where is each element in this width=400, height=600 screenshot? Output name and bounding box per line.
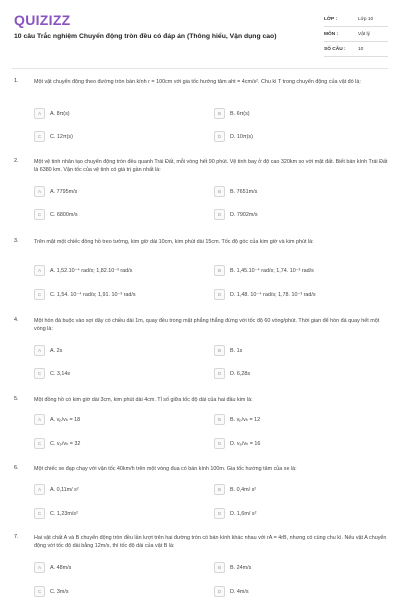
option-letter-badge: D xyxy=(214,438,225,449)
option-text: D. 7902m/s xyxy=(230,211,258,218)
option-letter-badge: B xyxy=(214,562,225,573)
answer-option-a[interactable] xyxy=(34,265,209,276)
question-number: 1. xyxy=(14,78,19,84)
option-text: D. 6,28s xyxy=(230,370,251,377)
option-letter-badge: A xyxy=(34,265,45,276)
answer-option-a[interactable] xyxy=(34,108,209,119)
answer-option-d[interactable] xyxy=(214,438,389,449)
quiz-meta-box xyxy=(324,12,388,57)
answer-option-d[interactable] xyxy=(214,209,389,220)
option-text: C. 12π(s) xyxy=(50,133,73,140)
answer-option-a[interactable] xyxy=(34,345,209,356)
option-letter-badge: B xyxy=(214,345,225,356)
option-text: A. 1,52.10⁻⁴ rad/s; 1,82.10⁻³ rad/s xyxy=(50,267,133,274)
option-text: C. vₚ/vₕ = 32 xyxy=(50,440,81,447)
answer-option-a[interactable] xyxy=(34,414,209,425)
question-text: Một vệ tinh nhân tạo chuyển động tròn đều quanh Trái Đất, mỗi vòng hết 90 phút. Vệ tinh bay ở độ cao 320km so với mặt đất. Biết bán kính Trái Đất là 6380 km. Vận tốc của vệ tinh có giá trị gần nhất là: xyxy=(34,159,388,174)
option-letter-badge: C xyxy=(34,508,45,519)
meta-value: Lớp 10 xyxy=(358,16,374,22)
question-text: Trên mặt một chiếc đồng hồ treo tường, kim giờ dài 10cm, kim phút dài 15cm. Tốc độ góc của kim giờ và kim phút là: xyxy=(34,239,314,245)
answer-option-d[interactable] xyxy=(214,586,389,597)
quizizz-logo: QUIZIZZ xyxy=(14,12,71,28)
option-text: B. 7651m/s xyxy=(230,188,258,195)
option-text: A. 8π(s) xyxy=(50,110,70,117)
option-letter-badge: C xyxy=(34,131,45,142)
option-text: D. 4m/s xyxy=(230,588,249,595)
question-number: 5. xyxy=(14,396,19,402)
answer-option-c[interactable] xyxy=(34,209,209,220)
option-text: C. 1,54. 10⁻⁴ rad/s; 1,91. 10⁻³ rad/s xyxy=(50,291,136,298)
question-text: Một chiếc xe đạp chạy với vận tốc 40km/h trên một vòng đua có bán kính 100m. Gia tốc hướng tâm của xe là: xyxy=(34,466,297,472)
option-text: B. 1,45.10⁻⁴ rad/s; 1,74. 10⁻³ rad/s xyxy=(230,267,314,274)
answer-option-c[interactable] xyxy=(34,131,209,142)
answer-option-d[interactable] xyxy=(214,289,389,300)
answer-option-d[interactable] xyxy=(214,508,389,519)
option-letter-badge: D xyxy=(214,209,225,220)
answer-option-a[interactable] xyxy=(34,484,209,495)
option-text: B. 24m/s xyxy=(230,564,252,571)
meta-label: LỚP : xyxy=(324,16,338,22)
question-text: Hai vật chất A và B chuyển động tròn đều lần lượt trên hai đường tròn có bán kính khác nhau với rA = 4rB, nhưng có cùng chu kì. Nếu vật A chuyển động với tốc độ dài bằng 12m/s, thì tốc độ dài của vật B là: xyxy=(34,535,387,550)
question-number: 6. xyxy=(14,465,19,471)
meta-row-class xyxy=(324,12,388,27)
option-letter-badge: B xyxy=(214,414,225,425)
option-text: A. 48m/s xyxy=(50,564,72,571)
option-text: C. 3m/s xyxy=(50,588,69,595)
answer-option-d[interactable] xyxy=(214,131,389,142)
answer-option-b[interactable] xyxy=(214,265,389,276)
meta-row-subject xyxy=(324,27,388,42)
answer-option-c[interactable] xyxy=(34,368,209,379)
meta-label: MÔN : xyxy=(324,31,339,37)
option-letter-badge: D xyxy=(214,508,225,519)
option-text: A. 0,11m/ s² xyxy=(50,486,79,493)
question-number: 3. xyxy=(14,238,19,244)
option-text: C. 6800m/s xyxy=(50,211,78,218)
answer-option-b[interactable] xyxy=(214,186,389,197)
option-text: A. vₚ/vₕ = 18 xyxy=(50,416,81,423)
answer-option-d[interactable] xyxy=(214,368,389,379)
option-letter-badge: C xyxy=(34,368,45,379)
question-number: 4. xyxy=(14,317,19,323)
option-text: D. 10π(s) xyxy=(230,133,253,140)
option-letter-badge: A xyxy=(34,186,45,197)
answer-option-b[interactable] xyxy=(214,484,389,495)
answer-option-c[interactable] xyxy=(34,438,209,449)
option-letter-badge: A xyxy=(34,562,45,573)
option-letter-badge: B xyxy=(214,186,225,197)
option-letter-badge: B xyxy=(214,108,225,119)
option-text: B. 0,4m/ s² xyxy=(230,486,257,493)
option-text: C. 1,23m/s² xyxy=(50,510,78,517)
question-number: 7. xyxy=(14,534,19,540)
header-divider xyxy=(12,68,388,69)
answer-option-a[interactable] xyxy=(34,562,209,573)
meta-row-question-count xyxy=(324,42,388,57)
option-text: D. 1,6m/ s² xyxy=(230,510,257,517)
answer-option-c[interactable] xyxy=(34,289,209,300)
question-text: Một hòn đá buộc vào sợi dây có chiều dài 1m, quay đều trong mặt phẳng thẳng đứng với tốc độ 60 vòng/phút. Thời gian để hòn đá quay hết một vòng là: xyxy=(34,318,380,333)
question-text: Một đồng hồ có kim giờ dài 3cm, kim phút dài 4cm. Tỉ số giữa tốc độ dài của hai đầu kim là: xyxy=(34,397,253,403)
option-text: B. vₚ/vₕ = 12 xyxy=(230,416,261,423)
document-header xyxy=(0,0,400,62)
option-letter-badge: D xyxy=(214,368,225,379)
answer-option-b[interactable] xyxy=(214,562,389,573)
option-letter-badge: C xyxy=(34,586,45,597)
answer-option-a[interactable] xyxy=(34,186,209,197)
option-letter-badge: A xyxy=(34,108,45,119)
option-letter-badge: D xyxy=(214,131,225,142)
answer-option-b[interactable] xyxy=(214,414,389,425)
option-letter-badge: C xyxy=(34,209,45,220)
answer-option-b[interactable] xyxy=(214,345,389,356)
option-letter-badge: D xyxy=(214,289,225,300)
option-text: B. 6π(s) xyxy=(230,110,250,117)
option-letter-badge: D xyxy=(214,586,225,597)
option-text: D. vₚ/vₕ = 16 xyxy=(230,440,261,447)
option-text: B. 1s xyxy=(230,347,243,354)
answer-option-c[interactable] xyxy=(34,586,209,597)
meta-value: 10 xyxy=(358,46,364,52)
option-letter-badge: C xyxy=(34,289,45,300)
option-text: A. 7795m/s xyxy=(50,188,78,195)
option-text: C. 3,14s xyxy=(50,370,71,377)
meta-label: SỐ CÂU : xyxy=(324,46,346,52)
option-letter-badge: B xyxy=(214,265,225,276)
option-letter-badge: A xyxy=(34,414,45,425)
option-letter-badge: B xyxy=(214,484,225,495)
option-text: D. 1,48. 10⁻⁴ rad/s; 1,78. 10⁻³ rad/s xyxy=(230,291,316,298)
question-number: 2. xyxy=(14,158,19,164)
quiz-title: 10 câu Trắc nghiệm Chuyển động tròn đều có đáp án (Thông hiểu, Vận dụng cao) xyxy=(14,33,277,40)
option-text: A. 2s xyxy=(50,347,63,354)
meta-value: Vật lý xyxy=(358,31,370,37)
question-text: Một vật chuyển động theo đường tròn bán kính r = 100cm với gia tốc hướng tâm aht = 4cm/s². Chu kì T trong chuyển động của vật đó là: xyxy=(34,79,361,85)
option-letter-badge: A xyxy=(34,345,45,356)
answer-option-c[interactable] xyxy=(34,508,209,519)
answer-option-b[interactable] xyxy=(214,108,389,119)
option-letter-badge: C xyxy=(34,438,45,449)
option-letter-badge: A xyxy=(34,484,45,495)
